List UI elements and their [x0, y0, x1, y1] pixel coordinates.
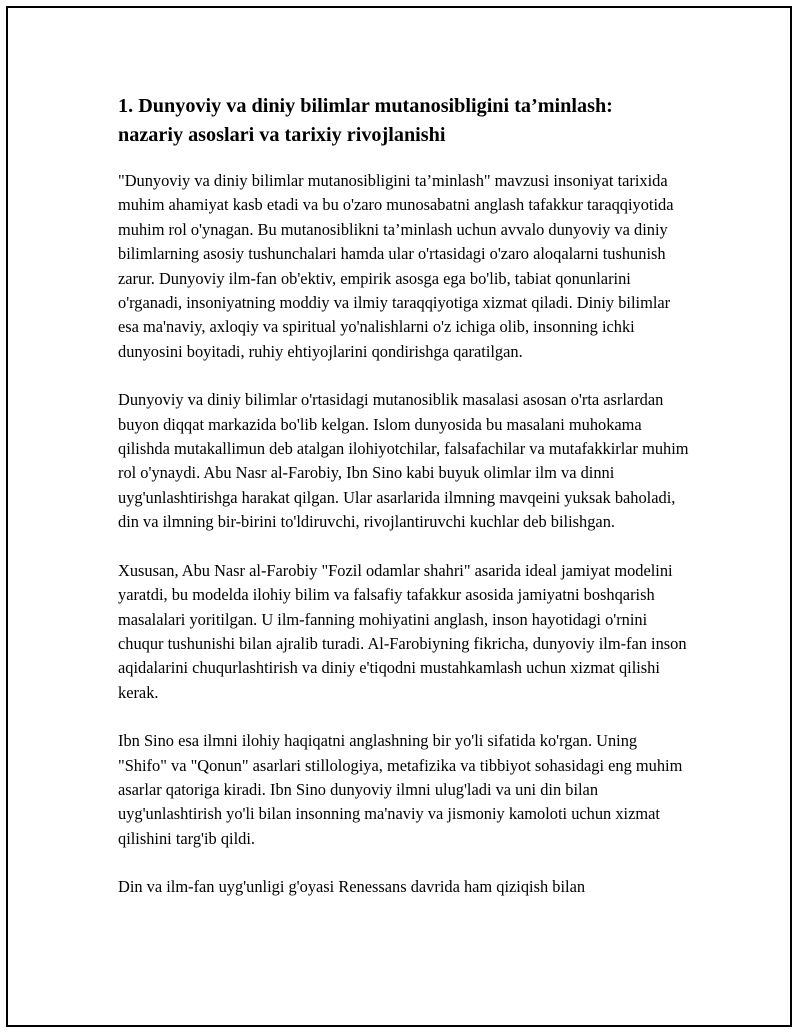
section-heading-line-2: nazariy asoslari va tarixiy rivojlanishi: [118, 123, 446, 146]
paragraph-3: Xususan, Abu Nasr al-Farobiy "Fozil odamlar shahri" asarida ideal jamiyat modelini yaratdi, bu modelda ilohiy bilim va falsafiy tafakkur asosida jamiyatni boshqarish masalalari yoritilgan. U ilm-fanning mohiyatini anglash, inson hayotidagi o'rnini chuqur tushunishi bilan ajralib turadi. Al-Farobiyning fikricha, dunyoviy ilm-fan inson aqidalarini chuqurlashtirish va diniy e'tiqodni mustahkamlash uchun xizmat qilishi kerak.: [118, 560, 687, 702]
section-heading-line-1: 1. Dunyoviy va diniy bilimlar mutanosibligini ta’minlash:: [118, 95, 613, 117]
document-body: [118, 92, 690, 924]
paragraph-1: "Dunyoviy va diniy bilimlar mutanosibligini ta’minlash" mavzusi insoniyat tarixida muhim ahamiyat kasb etadi va bu o'zaro munosabatni anglash tafakkur taraqqiyotida muhim rol o'ynagan. Bu mutanosiblikni ta’minlash uchun avvalo dunyoviy va diniy bilimlarning asosiy tushunchalari hamda ular o'rtasidagi o'zaro aloqalarni tushunish zarur. Dunyoviy ilm-fan ob'ektiv, empirik asosga ega bo'lib, tabiat qonunlarini o'rganadi, insoniyatning moddiy va ilmiy taraqqiyotiga xizmat qiladi. Diniy bilimlar esa ma'naviy, axloqiy va spiritual yo'nalishlarni o'z ichiga olib, insonning ichki dunyosini boyitadi, ruhiy ehtiyojlarini qondirishga qaratilgan.: [118, 171, 674, 361]
section-heading: [118, 92, 690, 149]
paragraph-5: Din va ilm-fan uyg'unligi g'oyasi Renessans davrida ham qiziqish bilan: [118, 877, 586, 897]
paragraph-2: Dunyoviy va diniy bilimlar o'rtasidagi mutanosiblik masalasi asosan o'rta asrlardan buyon diqqat markazida bo'lib kelgan. Islom dunyosida bu masalani muhokama qilishda mutakallimun deb atalgan ilohiyotchilar, falsafachilar va mutafakkirlar muhim rol o'ynaydi. Abu Nasr al-Farobiy, Ibn Sino kabi buyuk olimlar ilm va dinni uyg'unlashtirishga harakat qilgan. Ular asarlarida ilmning mavqeini yuksak baholadi, din va ilmning bir-birini to'ldiruvchi, rivojlantiruvchi kuchlar deb bilishgan.: [118, 390, 689, 532]
paragraph-4: Ibn Sino esa ilmni ilohiy haqiqatni anglashning bir yo'li sifatida ko'rgan. Uning "Shifo" va "Qonun" asarlari stillologiya, metafizika va tibbiyot sohasidagi eng muhim asarlar qatoriga kiradi. Ibn Sino dunyoviy ilmni ulug'ladi va uni din bilan uyg'unlashtirish yo'li bilan insonning ma'naviy va jismoniy kamoloti uchun xizmat qilishini targ'ib qildi.: [118, 731, 683, 848]
